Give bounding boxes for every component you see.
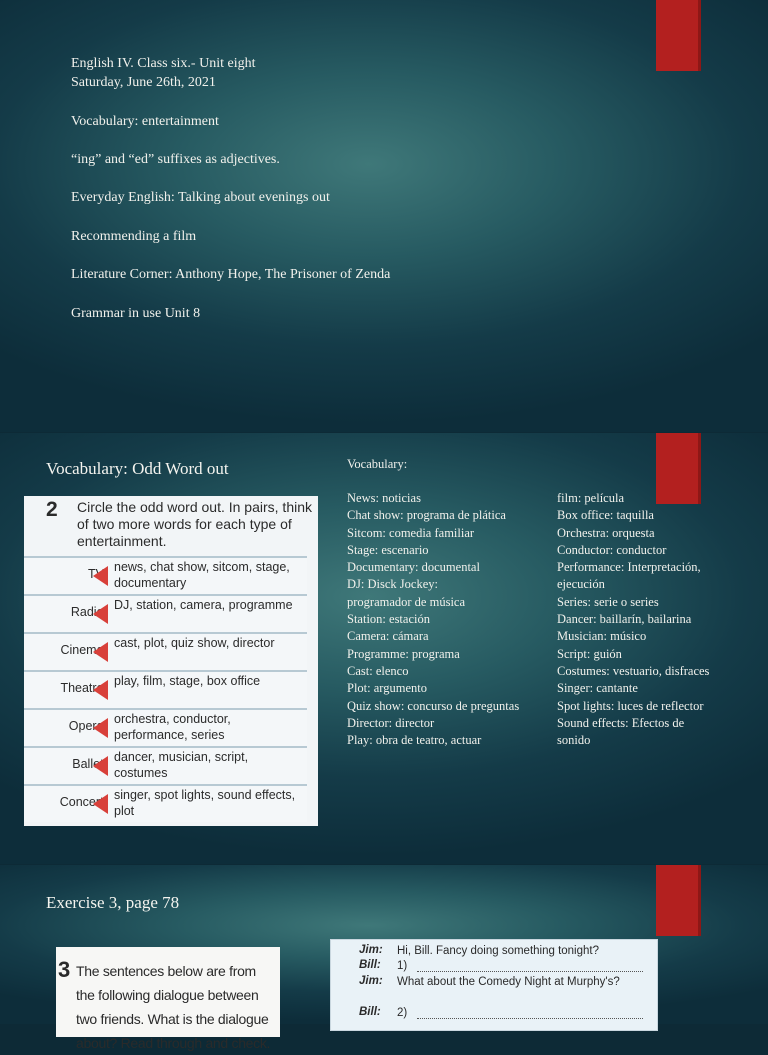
category-words: orchestra, conductor, performance, series xyxy=(114,712,231,742)
pointer-arrow-icon xyxy=(93,642,108,662)
slide-3 xyxy=(0,865,768,1051)
slide-heading: Exercise 3, page 78 xyxy=(46,893,180,912)
vocab-entry: Sound effects: Efectos de xyxy=(557,715,685,730)
category-row xyxy=(24,784,307,822)
category-label: Cinema: xyxy=(60,643,107,657)
vocab-entry: News: noticias xyxy=(347,491,421,505)
category-label: TV: xyxy=(88,567,107,581)
category-row xyxy=(24,708,307,746)
vocab-entry: Musician: músico xyxy=(557,629,647,644)
agenda-item: Everyday English: Talking about evenings out xyxy=(71,190,330,205)
agenda-item: Vocabulary: entertainment xyxy=(71,114,219,129)
agenda-item: Grammar in use Unit 8 xyxy=(71,306,201,321)
speaker: Jim: xyxy=(359,944,383,956)
vocab-list-left xyxy=(347,490,519,749)
category-words: DJ, station, camera, programme xyxy=(114,598,293,612)
vocab-entry: Box office: taquilla xyxy=(557,508,654,523)
vocab-entry: film: película xyxy=(557,491,624,505)
category-label: Concert: xyxy=(59,795,107,809)
category-words: singer, spot lights, sound effects, plot xyxy=(114,788,296,818)
vocab-entry: Chat show: programa de plática xyxy=(347,508,506,523)
vocab-title: Vocabulary: xyxy=(347,457,408,471)
vocab-entry: Costumes: vestuario, disfraces xyxy=(557,663,710,678)
speaker: Jim: xyxy=(359,975,383,987)
vocab-entry: Orchestra: orquesta xyxy=(557,525,655,540)
vocab-entry: Director: director xyxy=(347,715,435,730)
category-row xyxy=(24,632,307,670)
exercise-number: 3 xyxy=(58,957,71,982)
category-label: Opera: xyxy=(68,719,107,733)
dialogue-text: 2) xyxy=(397,1007,408,1019)
speaker: Bill: xyxy=(359,1006,381,1018)
category-label: Ballet: xyxy=(72,757,107,771)
speaker: Bill: xyxy=(359,959,381,971)
vocab-entry: ejecución xyxy=(557,577,605,592)
category-words: news, chat show, sitcom, stage, documentary xyxy=(114,560,290,590)
vocab-entry: Conductor: conductor xyxy=(557,542,667,557)
vocab-entry: Performance: Interpretación, xyxy=(557,560,701,575)
pointer-arrow-icon xyxy=(93,794,108,814)
slide-2 xyxy=(0,433,768,864)
vocab-entry: Programme: programa xyxy=(347,646,460,661)
category-row xyxy=(24,746,307,784)
pointer-arrow-icon xyxy=(93,566,108,586)
exercise-instruction: The sentences below are from the following dialogue between two friends. What is the dialogue about? Read through and check. xyxy=(76,963,271,1051)
vocab-entry: Dancer: baillarín, bailarina xyxy=(557,612,692,627)
vocab-entry: Station: estación xyxy=(347,612,430,627)
vocab-entry: Cast: elenco xyxy=(347,663,409,678)
vocab-entry: Script: guión xyxy=(557,646,622,661)
vocab-entry: sonido xyxy=(557,733,591,748)
agenda-item: “ing” and “ed” suffixes as adjectives. xyxy=(71,152,280,167)
slide-heading: Vocabulary: Odd Word out xyxy=(46,459,229,478)
category-words: cast, plot, quiz show, director xyxy=(114,636,275,650)
class-date: Saturday, June 26th, 2021 xyxy=(71,75,216,90)
dialogue-text: Hi, Bill. Fancy doing something tonight? xyxy=(397,945,599,957)
dialogue-text: What about the Comedy Night at Murphy's? xyxy=(397,976,620,988)
exercise-instruction-image xyxy=(56,947,280,1051)
dialogue-image xyxy=(330,939,658,1031)
vocab-entry: programador de música xyxy=(347,594,466,609)
vocab-entry: Spot lights: luces de reflector xyxy=(557,698,704,713)
answer-line xyxy=(417,1009,643,1019)
exercise-number: 2 xyxy=(46,498,58,521)
category-label: Theatre: xyxy=(60,681,107,695)
vocab-entry: Camera: cámara xyxy=(347,629,429,644)
category-words: dancer, musician, script, costumes xyxy=(114,750,249,780)
vocab-entry: Quiz show: concurso de preguntas xyxy=(347,698,520,713)
vocab-entry: Singer: cantante xyxy=(557,681,638,696)
pointer-arrow-icon xyxy=(93,756,108,776)
agenda-item: Literature Corner: Anthony Hope, The Prisoner of Zenda xyxy=(71,267,391,282)
slide-1 xyxy=(0,0,768,432)
vocab-entry: Play: obra de teatro, actuar xyxy=(347,733,482,748)
vocab-entry: Sitcom: comedia familiar xyxy=(347,525,475,540)
exercise-instruction: Circle the odd word out. In pairs, think of two more words for each type of entertainment. xyxy=(77,499,313,549)
textbook-excerpt xyxy=(24,496,318,826)
category-label: Radio: xyxy=(70,605,107,619)
vocab-list-right xyxy=(557,490,709,749)
category-words: play, film, stage, box office xyxy=(114,674,261,688)
vocab-entry: Series: serie o series xyxy=(557,594,659,609)
dialogue-text: 1) xyxy=(397,960,408,972)
pointer-arrow-icon xyxy=(93,604,108,624)
category-row xyxy=(24,670,307,708)
pointer-arrow-icon xyxy=(93,718,108,738)
category-row xyxy=(24,556,307,594)
red-accent-tab xyxy=(656,0,701,71)
vocab-entry: Plot: argumento xyxy=(347,681,427,696)
class-title: English IV. Class six.- Unit eight xyxy=(71,56,256,71)
vocab-entry: DJ: Disck Jockey: xyxy=(347,577,438,592)
category-row xyxy=(24,594,307,632)
pointer-arrow-icon xyxy=(93,680,108,700)
vocab-entry: Documentary: documental xyxy=(347,560,480,575)
vocab-entry: Stage: escenario xyxy=(347,542,429,557)
answer-line xyxy=(417,962,643,972)
agenda-item: Recommending a film xyxy=(71,229,197,244)
red-accent-tab xyxy=(656,865,701,936)
